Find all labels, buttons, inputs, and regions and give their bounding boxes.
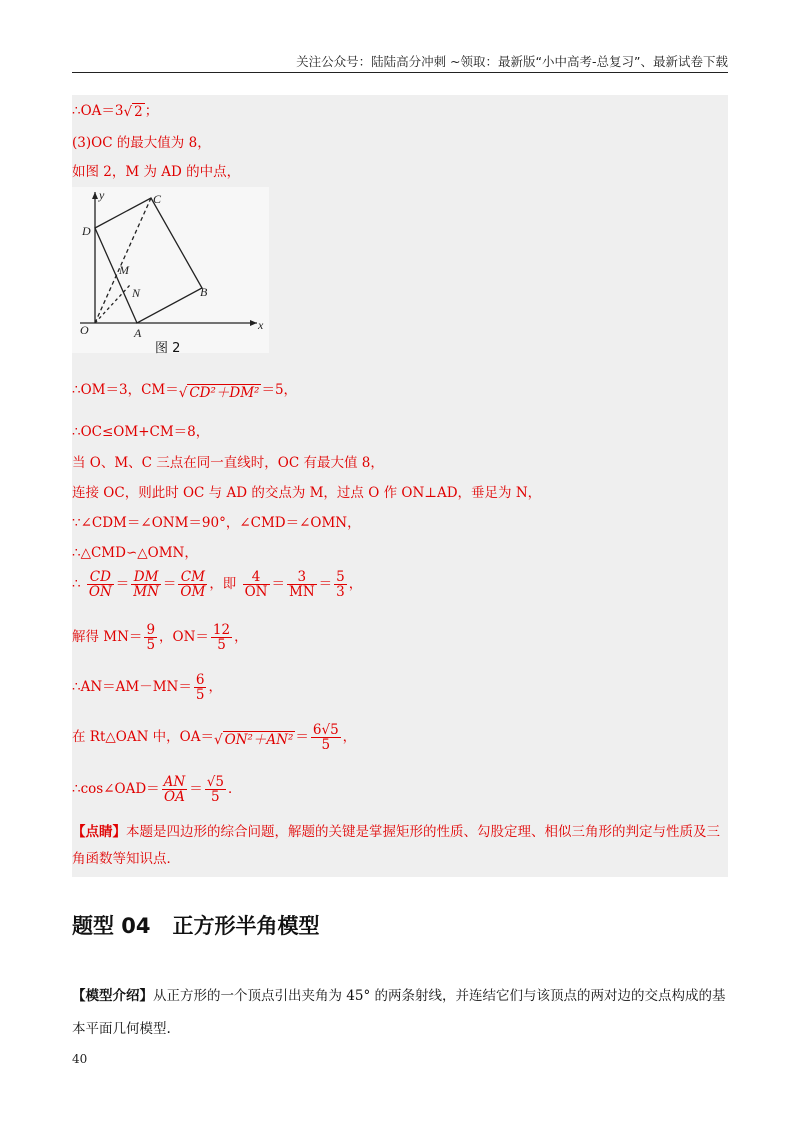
solution-line-13: 在 Rt△OAN 中，OA＝√ ON²＋AN² ＝ $\frac{6√5}{5}$ ， bbox=[72, 722, 357, 754]
solution-line-4: ∴OM＝3，CM＝√ CD²＋DM² ＝5， bbox=[72, 382, 298, 401]
fraction-9-5: $\frac{9}{5}$ bbox=[146, 622, 156, 654]
solution-line-11: 解得 MN＝ $\frac{9}{5}$ ，ON＝ $\frac{12}{5}$ ， bbox=[72, 622, 248, 654]
fraction-4-on: $\frac{4}{ON}$ bbox=[244, 569, 268, 601]
segment-oc bbox=[95, 198, 151, 323]
label-m: M bbox=[119, 263, 129, 277]
solution-line-10: ∴ $\frac{CD}{ON}$ ＝ $\frac{DM}{MN}$ ＝ $\frac{CM}{OM}$ ，即 $\frac{4}{ON}$ ＝ $\frac{3}{MN}$ ＝ $\frac{5}{3}$ ， bbox=[72, 569, 363, 601]
figure-2-diagram bbox=[72, 187, 269, 353]
eq-3: ＝ bbox=[271, 576, 285, 593]
fraction-6-5: $\frac{6}{5}$ bbox=[195, 672, 205, 704]
geometry-figure bbox=[72, 187, 269, 353]
sqrt-cd-dm: √ CD²＋DM² bbox=[178, 384, 260, 401]
section-number: 题型 04 bbox=[72, 914, 151, 938]
eq-4: ＝ bbox=[318, 576, 333, 593]
header-text: 关注公众号：陆陆高分冲刺 ~领取：最新版“小中高考-总复习”、最新试卷下载 bbox=[296, 54, 728, 69]
model-intro-text: 从正方形的一个顶点引出夹角为 45° 的两条射线，并连结它们与该顶点的两对边的交点构成的基本平面几何模型. bbox=[72, 988, 726, 1037]
key-point-comment bbox=[72, 819, 728, 873]
label-b: B bbox=[200, 285, 208, 299]
solution-line-3: 如图 2，M 为 AD 的中点， bbox=[72, 164, 241, 180]
label-n: N bbox=[132, 286, 141, 300]
solution-line-12: ∴AN＝AM－MN＝ $\frac{6}{5}$ ， bbox=[72, 672, 222, 704]
header-rule bbox=[72, 72, 728, 73]
label-a: A bbox=[134, 326, 142, 340]
key-point-text: 本题是四边形的综合问题，解题的关键是掌握矩形的性质、勾股定理、相似三角形的判定与性质及三角函数等知识点． bbox=[72, 824, 720, 867]
segment-on bbox=[95, 285, 130, 323]
key-point-tag: 【点睛】 bbox=[72, 824, 126, 840]
label-o: O bbox=[80, 323, 89, 337]
fraction-6sqrt5-5: $\frac{6√5}{5}$ bbox=[312, 722, 339, 754]
section-title: 正方形半角模型 bbox=[172, 914, 320, 938]
solution-line-14: ∴cos∠OAD＝ $\frac{AN}{OA}$ ＝ $\frac{√5}{5}$ ． bbox=[72, 774, 242, 806]
sqrt-on-an: √ ON²＋AN² bbox=[214, 731, 294, 748]
fraction-5-3: $\frac{5}{3}$ bbox=[336, 569, 345, 601]
label-c: C bbox=[153, 192, 162, 206]
page-header bbox=[72, 52, 728, 74]
solution-line-1: ∴OA＝3√ 2 ； bbox=[72, 103, 159, 120]
solution-line-2: (3)OC 的最大值为 8， bbox=[72, 135, 211, 151]
fraction-an-oa: $\frac{AN}{OA}$ bbox=[163, 774, 186, 806]
sqrt-2: √ 2 bbox=[123, 103, 143, 120]
label-y: y bbox=[99, 188, 105, 202]
solution-line-7: 连接 OC，则此时 OC 与 AD 的交点为 M，过点 O 作 ON⊥AD，垂足为 N， bbox=[72, 485, 542, 501]
model-intro-tag: 【模型介绍】 bbox=[72, 988, 153, 1004]
solution-line-6: 当 O、M、C 三点在同一直线时，OC 有最大值 8， bbox=[72, 455, 384, 471]
fraction-dm-mn: $\frac{DM}{MN}$ bbox=[133, 569, 159, 601]
fraction-cd-on: $\frac{CD}{ON}$ bbox=[88, 569, 112, 601]
figure-caption: 图 2 bbox=[155, 341, 181, 356]
label-d: D bbox=[82, 224, 91, 238]
label-x: x bbox=[258, 318, 264, 332]
solution-line-8: ∵∠CDM＝∠ONM＝90°，∠CMD＝∠OMN， bbox=[72, 515, 361, 531]
solution-line-9: ∴△CMD∽△OMN， bbox=[72, 545, 198, 561]
model-intro bbox=[72, 980, 732, 1046]
fraction-sqrt5-5: $\frac{√5}{5}$ bbox=[206, 774, 224, 806]
solution-line-5: ∴OC≤OM+CM＝8， bbox=[72, 424, 210, 440]
eq-2: ＝ bbox=[162, 576, 177, 593]
section-heading bbox=[72, 910, 320, 940]
page-number: 40 bbox=[72, 1052, 88, 1066]
rectangle-abcd bbox=[95, 198, 202, 323]
fraction-cm-om: $\frac{CM}{OM}$ bbox=[180, 569, 206, 601]
fraction-3-mn: $\frac{3}{MN}$ bbox=[289, 569, 315, 601]
fraction-12-5: $\frac{12}{5}$ bbox=[212, 622, 231, 654]
